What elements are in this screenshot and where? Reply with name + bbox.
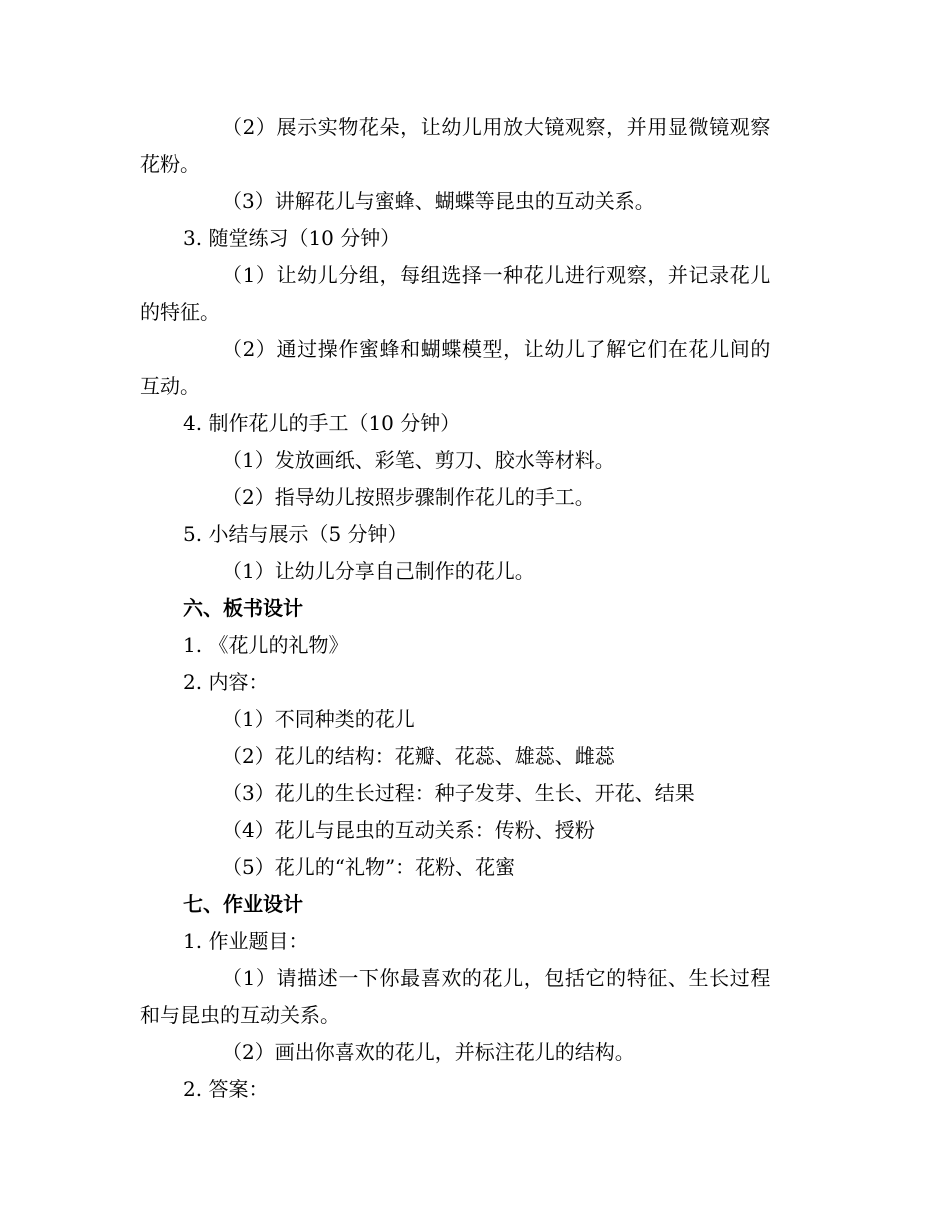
paragraph-line: （3）花儿的生长过程：种子发芽、生长、开花、结果 (222, 781, 695, 805)
list-item-number: 4. 制作花儿的手工（10 分钟） (183, 411, 461, 435)
paragraph-line: （1）发放画纸、彩笔、剪刀、胶水等材料。 (222, 448, 615, 472)
paragraph-line: （5）花儿的“礼物”：花粉、花蜜 (222, 855, 516, 879)
paragraph-line: （2）展示实物花朵，让幼儿用放大镜观察，并用显微镜观察 (222, 115, 771, 139)
list-item-number: 2. 内容： (183, 670, 269, 694)
list-item-number: 1. 作业题目： (183, 929, 309, 953)
paragraph-line: （2）花儿的结构：花瓣、花蕊、雄蕊、雌蕊 (222, 744, 615, 768)
section-heading: 六、板书设计 (183, 596, 303, 620)
section-heading: 七、作业设计 (183, 892, 303, 916)
paragraph-line: （2）通过操作蜜蜂和蝴蝶模型，让幼儿了解它们在花儿间的 (222, 337, 771, 361)
paragraph-line: （1）让幼儿分组，每组选择一种花儿进行观察，并记录花儿 (222, 263, 771, 287)
paragraph-line: （2）画出你喜欢的花儿，并标注花儿的结构。 (222, 1040, 635, 1064)
paragraph-line: 的特征。 (140, 300, 220, 324)
list-item-number: 5. 小结与展示（5 分钟） (183, 522, 408, 546)
paragraph-line: （1）让幼儿分享自己制作的花儿。 (222, 559, 535, 583)
paragraph-line: 花粉。 (140, 152, 200, 176)
paragraph-line: （3）讲解花儿与蜜蜂、蝴蝶等昆虫的互动关系。 (222, 189, 655, 213)
paragraph-line: （1）不同种类的花儿 (222, 707, 415, 731)
paragraph-line: 互动。 (140, 374, 200, 398)
paragraph-line: （2）指导幼儿按照步骤制作花儿的手工。 (222, 485, 595, 509)
paragraph-line: （4）花儿与昆虫的互动关系：传粉、授粉 (222, 818, 595, 842)
paragraph-line: （1）请描述一下你最喜欢的花儿，包括它的特征、生长过程 (222, 966, 771, 990)
list-item-number: 2. 答案： (183, 1077, 269, 1101)
paragraph-line: 和与昆虫的互动关系。 (140, 1003, 340, 1027)
list-item-number: 1. 《花儿的礼物》 (183, 633, 349, 657)
list-item-number: 3. 随堂练习（10 分钟） (183, 226, 401, 250)
